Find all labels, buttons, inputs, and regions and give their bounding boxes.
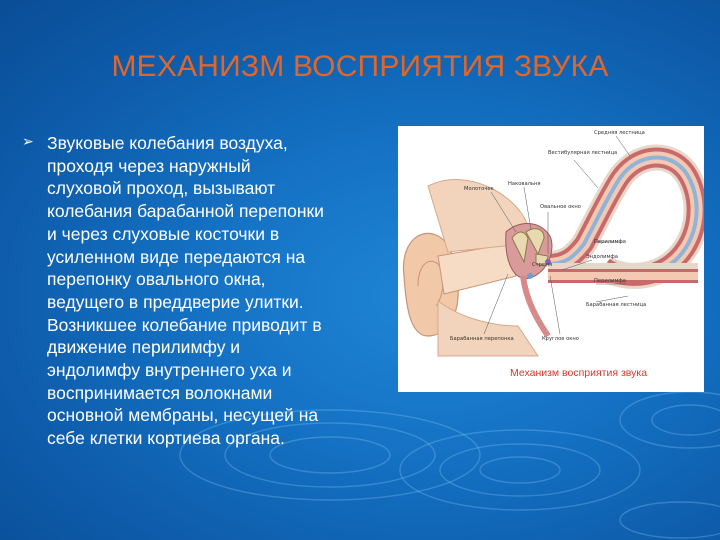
ear-anatomy-illustration [398, 126, 704, 392]
label-tympanic-scala: Барабанная лестница [586, 302, 647, 308]
slide-title: МЕХАНИЗМ ВОСПРИЯТИЯ ЗВУКА [111, 50, 609, 83]
label-incus: Наковальня [508, 181, 541, 187]
label-malleus: Молоточек [464, 186, 494, 192]
label-tympanic-membrane: Барабанная перепонка [450, 336, 514, 342]
label-oval-window: Овальное окно [540, 204, 581, 210]
label-middle-scala: Средняя лестница [594, 130, 645, 136]
bullet-text: Звуковые колебания воздуха, проходя через наружный слуховой проход, вызывают колебания барабанной перепонки и через слуховые косточки в усиленном виде передаются на перепонку овального окна, ведущего в преддверие улитки. Возникшее колебание приводит в движение перилимфу и эндолимфу внутреннего уха и воспринимается волокнами основной мембраны, несущей на себе клетки кортиева органа. [47, 133, 324, 449]
label-perilymph-bottom: Перилимфа [594, 278, 626, 284]
figure-caption: Механизм восприятия звука [510, 367, 648, 379]
label-vestibular-scala: Вестибулярная лестница [548, 150, 618, 156]
ear-diagram-figure [398, 126, 704, 392]
label-perilymph-top: Перилимфа [594, 239, 626, 245]
label-stapes: Стремя [532, 262, 553, 268]
label-round-window: Круглое окно [542, 336, 579, 342]
arrowhead-bullet-icon: ➢ [22, 134, 34, 150]
label-endolymph: Эндолимфа [586, 254, 618, 260]
